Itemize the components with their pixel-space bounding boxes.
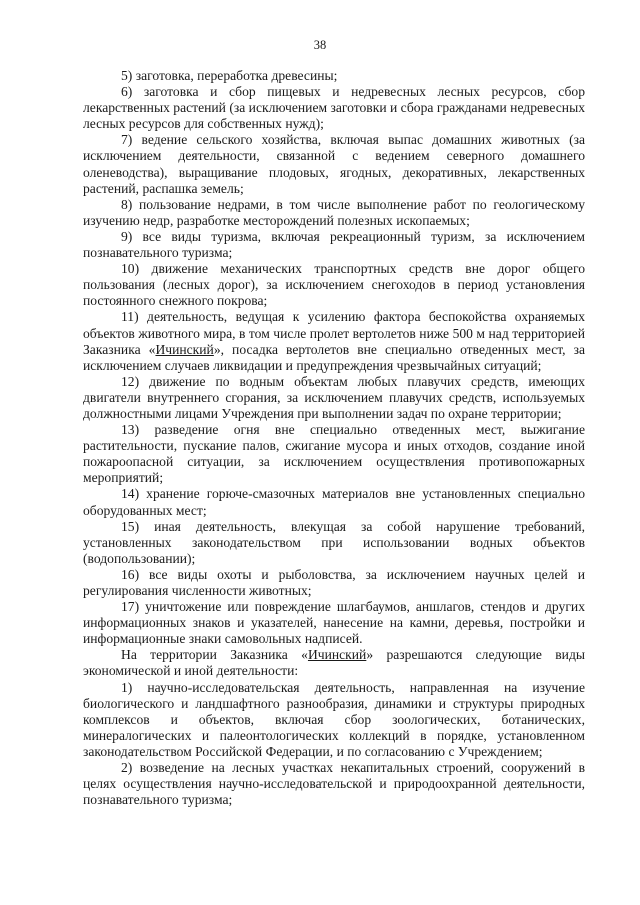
paragraph-text: », посадка вертолетов вне специально отведенных мест, за исключением случаев ликвидации и предупреждения чрезвычайных ситуаций;	[83, 341, 585, 373]
paragraph-item-10: 10) движение механических транспортных средств вне дорог общего пользования (лесных дорог), за исключением снегоходов в период установления постоянного снежного покрова;	[83, 261, 585, 309]
paragraph-item-16: 16) все виды охоты и рыболовства, за исключением научных целей и регулирования численности животных;	[83, 566, 585, 598]
paragraph-allowed-1: 1) научно-исследовательская деятельность, направленная на изучение биологического и ландшафтного разнообразия, динамики и структуры природных комплексов и объектов, включая сбор зоологических, ботанических, минералогических и палеонтологических коллекций в порядке, установленном законодательством Российской Федерации, и по согласованию с Учреждением;	[83, 679, 585, 759]
paragraph-item-8: 8) пользование недрами, в том числе выполнение работ по геологическому изучению недр, разработке месторождений полезных ископаемых;	[83, 196, 585, 228]
paragraph-allowed-2: 2) возведение на лесных участках некапитальных строений, сооружений в целях осуществления научно-исследовательской и природоохранной деятельности, познавательного туризма;	[83, 760, 585, 808]
document-body	[83, 68, 585, 808]
paragraph-item-12: 12) движение по водным объектам любых плавучих средств, имеющих двигатели внутреннего сгорания, за исключением плавучих средств, используемых должностными лицами Учреждения при выполнении задач по охране территории;	[83, 373, 585, 421]
paragraph-item-5: 5) заготовка, переработка древесины;	[121, 68, 338, 83]
paragraph-text: На территории Заказника «	[121, 647, 308, 663]
paragraph-item-7: 7) ведение сельского хозяйства, включая выпас домашних животных (за исключением деятельности, связанной с ведением северного домашнего оленеводства), выращивание плодовых, ягодных, декоративных, лекарственных растений, распашка земель;	[83, 132, 585, 196]
paragraph-item-17: 17) уничтожение или повреждение шлагбаумов, аншлагов, стендов и других информационных знаков и указателей, нанесение на камни, деревья, постройки и информационные знаки самовольных надписей.	[83, 599, 585, 647]
paragraph-item-6: 6) заготовка и сбор пищевых и недревесных лесных ресурсов, сбор лекарственных растений (за исключением заготовки и сбора гражданами недревесных лесных ресурсов для собственных нужд);	[83, 84, 585, 132]
paragraph-item-9: 9) все виды туризма, включая рекреационный туризм, за исключением познавательного туризма;	[83, 228, 585, 261]
paragraph-item-11	[83, 309, 585, 373]
reserve-name: Ичинский	[307, 647, 367, 663]
paragraph-item-15: 15) иная деятельность, влекущая за собой нарушение требований, установленных законодательством при использовании водных объектов (водопользовании);	[83, 518, 585, 566]
reserve-name: Ичинский	[155, 341, 214, 357]
paragraph-item-14: 14) хранение горюче-смазочных материалов вне установленных специально оборудованных мест;	[83, 486, 585, 518]
paragraph-item-13: 13) разведение огня вне специально отведенных мест, выжигание растительности, пускание палов, сжигание мусора и иных отходов, создание иной пожароопасной ситуации, за исключением осуществления противопожарных мероприятий;	[83, 422, 585, 486]
paragraph-allowed-intro	[83, 647, 585, 679]
paragraph-text: 11) деятельность, ведущая к усилению фактора беспокойства охраняемых объектов животного мира, в том числе пролет вертолетов ниже 500 м над территорией Заказника «	[83, 309, 585, 357]
paragraph-text: » разрешаются следующие виды экономической и иной деятельности:	[83, 647, 586, 679]
page-number: 38	[313, 38, 327, 52]
